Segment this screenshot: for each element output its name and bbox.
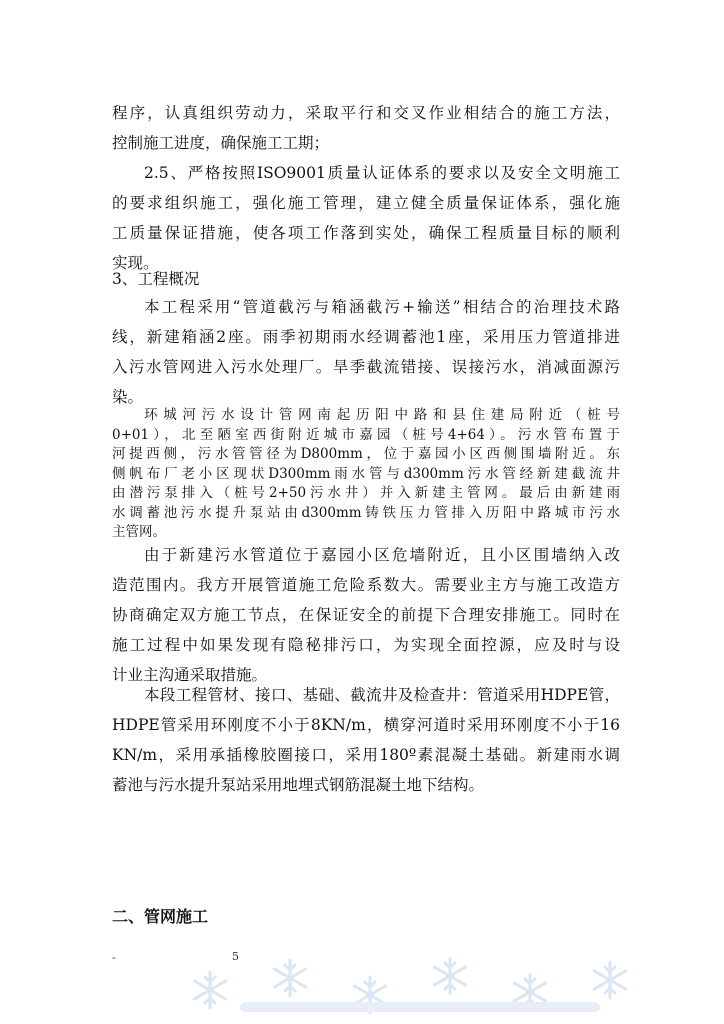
text-line: 河提西侧，污水管管径为D800mm，位于嘉园小区西侧围墙附近。东 xyxy=(112,446,620,462)
text-line: 由于新建污水管道位于嘉园小区危墙附近，且小区围墙纳入改 xyxy=(144,546,620,564)
page-number: 5 xyxy=(232,950,239,963)
watermark xyxy=(180,940,660,1024)
text-line: 侧帆布厂老小区现状D300mm雨水管与d300mm污水管经新建截流井 xyxy=(112,465,620,482)
text-line: 工质量保证措施，使各项工作落到实处，确保工程质量目标的顺利 xyxy=(112,224,620,242)
text-line: 的要求组织施工，强化施工管理，建立健全质量保证体系，强化施 xyxy=(112,194,620,212)
text-line: 协商确定双方施工节点，在保证安全的前提下合理安排施工。同时在 xyxy=(112,606,620,624)
text-line: 本段工程管材、接口、基础、截流井及检查井：管道采用HDPE管， xyxy=(144,686,620,704)
text-line: 主管网。 xyxy=(112,524,166,540)
paragraph-quality xyxy=(112,158,620,278)
text-line: 水调蓄池污水提升泵站由d300mm铸铁压力管排入历阳中路城市污水 xyxy=(112,504,620,521)
text-line: 由潜污泵排入（桩号2+50污水井）并入新建主管网。最后由新建雨 xyxy=(112,485,620,501)
text-line: 控制施工进度，确保施工工期； xyxy=(112,134,330,152)
snowflake-icon xyxy=(274,960,305,996)
text-line: 造范围内。我方开展管道施工危险系数大。需要业主方与施工改造方 xyxy=(112,576,620,594)
paragraph-overview xyxy=(112,292,620,412)
text-line: 环城河污水设计管网南起历阳中路和县住建局附近（桩号 xyxy=(144,407,620,423)
text-line: 3、工程概况 xyxy=(112,270,200,288)
text-line: 2.5、严格按照ISO9001质量认证体系的要求以及安全文明施工 xyxy=(144,164,620,182)
snowflake-icon xyxy=(434,958,465,994)
text-line: 0+01），北至陋室西街附近城市嘉园（桩号4+64）。污水管布置于 xyxy=(112,426,620,443)
snowflake-icon xyxy=(594,962,625,998)
text-line: 蓄池与污水提升泵站采用地埋式钢筋混凝土地下结构。 xyxy=(112,776,485,794)
text-line: HDPE管采用环刚度不小于8KN/m，横穿河道时采用环刚度不小于16 xyxy=(112,716,620,734)
text-line: 本工程采用“管道截污与箱涵截污+输送”相结合的治理技术路 xyxy=(144,298,620,316)
text-line: 入污水管网进入污水处理厂。旱季截流错接、误接污水，消减面源污 xyxy=(112,358,620,376)
text-line: 染。 xyxy=(112,388,144,406)
section-heading-text: 二、管网施工 xyxy=(112,907,209,926)
text-line: 施工过程中如果发现有隐秘排污口，为实现全面控源，应及时与设 xyxy=(112,636,620,654)
watermark-graphic xyxy=(180,940,660,1024)
paragraph-schedule xyxy=(112,98,620,158)
text-line: 实现。 xyxy=(112,254,159,272)
paragraph-materials xyxy=(112,680,620,800)
paragraph-safety xyxy=(112,540,620,690)
section-heading xyxy=(112,905,620,929)
section-title-overview xyxy=(112,266,620,292)
snowflake-icon xyxy=(194,972,225,1008)
paragraph-pipe-network xyxy=(112,406,620,543)
text-line: 计业主沟通采取措施。 xyxy=(112,666,268,684)
footer-dash: - xyxy=(112,951,116,964)
text-line: KN/m，采用承插橡胶圈接口，采用180º素混凝土基础。新建雨水调 xyxy=(112,746,620,764)
text-line: 线，新建箱涵2座。雨季初期雨水经调蓄池1座，采用压力管道排进 xyxy=(112,328,620,346)
text-line: 程序，认真组织劳动力，采取平行和交叉作业相结合的施工方法， xyxy=(112,104,620,122)
